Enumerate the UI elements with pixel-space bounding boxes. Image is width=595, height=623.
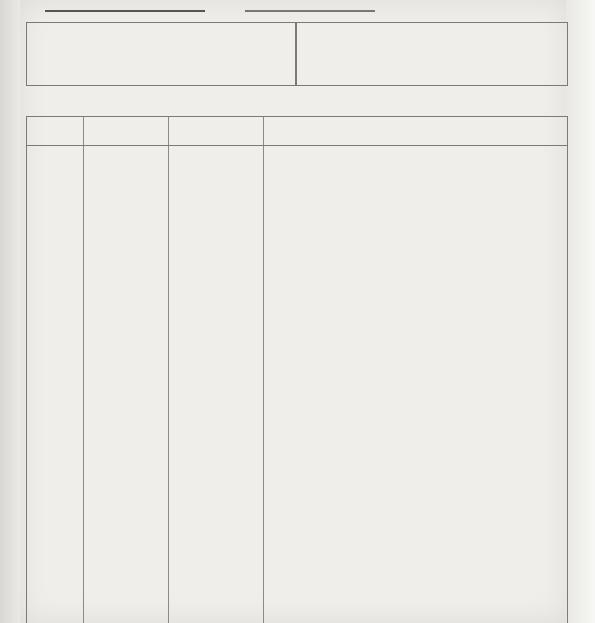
col-header-to <box>168 117 263 145</box>
col-header-reason <box>263 117 569 145</box>
column-divider <box>263 117 264 623</box>
col-header-vehicle <box>27 117 83 145</box>
column-divider <box>168 117 169 623</box>
column-divider <box>83 117 84 623</box>
left-margin-shadow <box>0 0 22 623</box>
date-row <box>387 67 391 81</box>
col-header-from <box>83 117 168 145</box>
from-box <box>26 22 296 86</box>
to-box <box>296 22 568 86</box>
variations-table <box>26 116 568 623</box>
right-margin-shadow <box>566 0 595 623</box>
handwritten-note <box>45 0 375 24</box>
